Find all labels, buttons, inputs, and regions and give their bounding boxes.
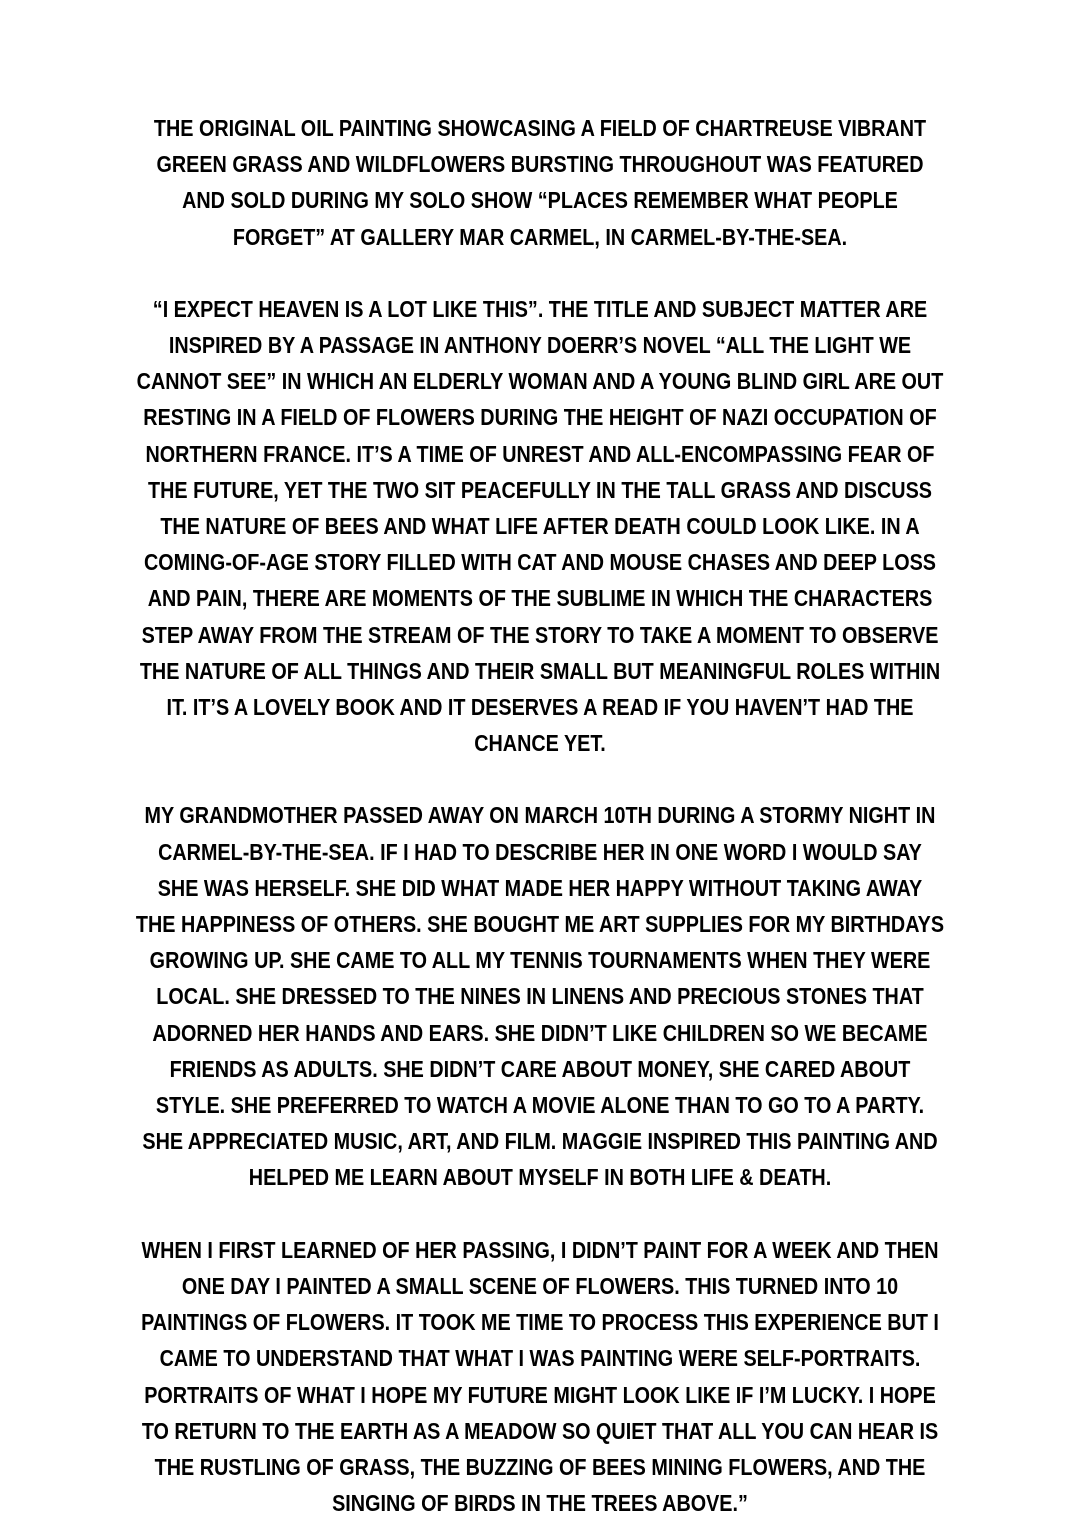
text-body <box>136 110 944 1521</box>
paragraph-painting-intro: THE ORIGINAL OIL PAINTING SHOWCASING A FIELD OF CHARTREUSE VIBRANT GREEN GRASS AND WILDFLOWERS BURSTING THROUGHOUT WAS FEATURED AND SOLD DURING MY SOLO SHOW “PLACES REMEMBER WHAT PEOPLE FORGET” AT GALLERY MAR CARMEL, IN CARMEL-BY-THE-SEA. <box>153 115 927 250</box>
paragraph-grandmother: MY GRANDMOTHER PASSED AWAY ON MARCH 10TH DURING A STORMY NIGHT IN CARMEL-BY-THE-SEA. IF I HAD TO DESCRIBE HER IN ONE WORD I WOULD SAY SHE WAS HERSELF. SHE DID WHAT MADE HER HAPPY WITHOUT TAKING AWAY THE HAPPINESS OF OTHERS. SHE BOUGHT ME ART SUPPLIES FOR MY BIRTHDAYS GROWING UP. SHE CAME TO ALL MY TENNIS TOURNAMENTS WHEN THEY WERE LOCAL. SHE DRESSED TO THE NINES IN LINENS AND PRECIOUS STONES THAT ADORNED HER HANDS AND EARS. SHE DIDN’T LIKE CHILDREN SO WE BECAME FRIENDS AS ADULTS. SHE DIDN’T CARE ABOUT MONEY, SHE CARED ABOUT STYLE. SHE PREFERRED TO WATCH A MOVIE ALONE THAN TO GO TO A PARTY. SHE APPRECIATED MUSIC, ART, AND FILM. MAGGIE INSPIRED THIS PAINTING AND HELPED ME LEARN ABOUT MYSELF IN BOTH LIFE & DEATH. <box>135 802 945 1191</box>
paragraph-self-portraits: WHEN I FIRST LEARNED OF HER PASSING, I DIDN’T PAINT FOR A WEEK AND THEN ONE DAY I PAINTED A SMALL SCENE OF FLOWERS. THIS TURNED INTO 10 PAINTINGS OF FLOWERS. IT TOOK ME TIME TO PROCESS THIS EXPERIENCE BUT I CAME TO UNDERSTAND THAT WHAT I WAS PAINTING WERE SELF-PORTRAITS. PORTRAITS OF WHAT I HOPE MY FUTURE MIGHT LOOK LIKE IF I’M LUCKY. I HOPE TO RETURN TO THE EARTH AS A MEADOW SO QUIET THAT ALL YOU CAN HEAR IS THE RUSTLING OF GRASS, THE BUZZING OF BEES MINING FLOWERS, AND THE SINGING OF BIRDS IN THE TREES ABOVE.” <box>141 1236 939 1517</box>
paragraph-title-inspiration: “I EXPECT HEAVEN IS A LOT LIKE THIS”. THE TITLE AND SUBJECT MATTER ARE INSPIRED BY A PASSAGE IN ANTHONY DOERR’S NOVEL “ALL THE LIGHT WE CANNOT SEE” IN WHICH AN ELDERLY WOMAN AND A YOUNG BLIND GIRL ARE OUT RESTING IN A FIELD OF FLOWERS DURING THE HEIGHT OF NAZI OCCUPATION OF NORTHERN FRANCE. IT’S A TIME OF UNREST AND ALL-ENCOMPASSING FEAR OF THE FUTURE, YET THE TWO SIT PEACEFULLY IN THE TALL GRASS AND DISCUSS THE NATURE OF BEES AND WHAT LIFE AFTER DEATH COULD LOOK LIKE. IN A COMING-OF-AGE STORY FILLED WITH CAT AND MOUSE CHASES AND DEEP LOSS AND PAIN, THERE ARE MOMENTS OF THE SUBLIME IN WHICH THE CHARACTERS STEP AWAY FROM THE STREAM OF THE STORY TO TAKE A MOMENT TO OBSERVE THE NATURE OF ALL THINGS AND THEIR SMALL BUT MEANINGFUL ROLES WITHIN IT. IT’S A LOVELY BOOK AND IT DESERVES A READ IF YOU HAVEN’T HAD THE CHANCE YET. <box>136 295 944 757</box>
